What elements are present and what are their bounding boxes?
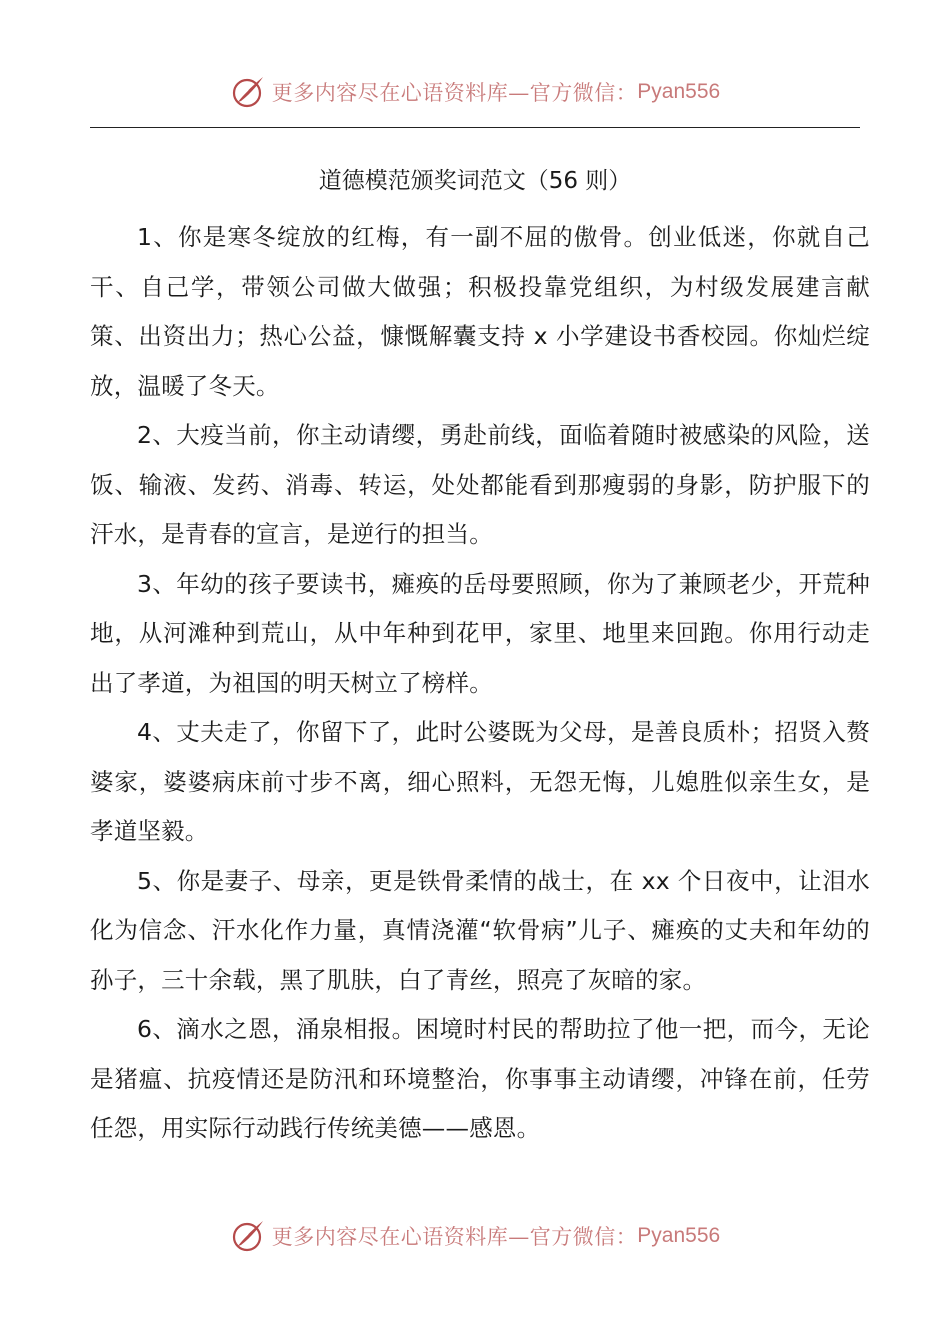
document-title: 道德模范颁奖词范文（56 则） xyxy=(318,168,632,194)
quill-logo-icon xyxy=(230,74,266,110)
paragraph-2: 2、大疫当前，你主动请缨，勇赴前线，面临着随时被感染的风险，送饭、输液、发药、消毒、转运，处处都能看到那瘦弱的身影，防护服下的汗水，是青春的宣言，是逆行的担当。 xyxy=(90,421,870,548)
paragraph-1: 1、你是寒冬绽放的红梅，有一副不屈的傲骨。创业低迷，你就自己干、自己学，带领公司做大做强；积极投靠党组织，为村级发展建言献策、出资出力；热心公益，慷慨解囊支持 x 小学建设书香校园。你灿烂绽放，温暖了冬天。 xyxy=(90,223,870,400)
banner-text: 更多内容尽在心语资料库—官方微信： xyxy=(271,81,638,105)
footer-banner xyxy=(0,1214,950,1258)
document-body xyxy=(90,213,870,1154)
quill-logo-icon xyxy=(230,1218,266,1254)
header-divider xyxy=(90,127,860,128)
banner-wechat-id: Pyan556 xyxy=(637,1224,721,1247)
paragraph-4: 4、丈夫走了，你留下了，此时公婆既为父母，是善良质朴；招贤入赘婆家，婆婆病床前寸步不离，细心照料，无怨无悔，儿媳胜似亲生女，是孝道坚毅。 xyxy=(90,718,870,845)
header-banner xyxy=(0,70,950,114)
banner-text: 更多内容尽在心语资料库—官方微信： xyxy=(271,1225,638,1249)
paragraph-6: 6、滴水之恩，涌泉相报。困境时村民的帮助拉了他一把，而今，无论是猪瘟、抗疫情还是防汛和环境整治，你事事主动请缨，冲锋在前，任劳任怨，用实际行动践行传统美德——感恩。 xyxy=(90,1015,870,1142)
paragraph-5: 5、你是妻子、母亲，更是铁骨柔情的战士，在 xx 个日夜中，让泪水化为信念、汗水化作力量，真情浇灌“软骨病”儿子、瘫痪的丈夫和年幼的孙子，三十余载，黑了肌肤，白了青丝，照亮了灰暗的家。 xyxy=(90,866,870,994)
banner-wechat-id: Pyan556 xyxy=(637,80,721,103)
paragraph-3: 3、年幼的孩子要读书，瘫痪的岳母要照顾，你为了兼顾老少，开荒种地，从河滩种到荒山，从中年种到花甲，家里、地里来回跑。你用行动走出了孝道，为祖国的明天树立了榜样。 xyxy=(90,569,870,697)
